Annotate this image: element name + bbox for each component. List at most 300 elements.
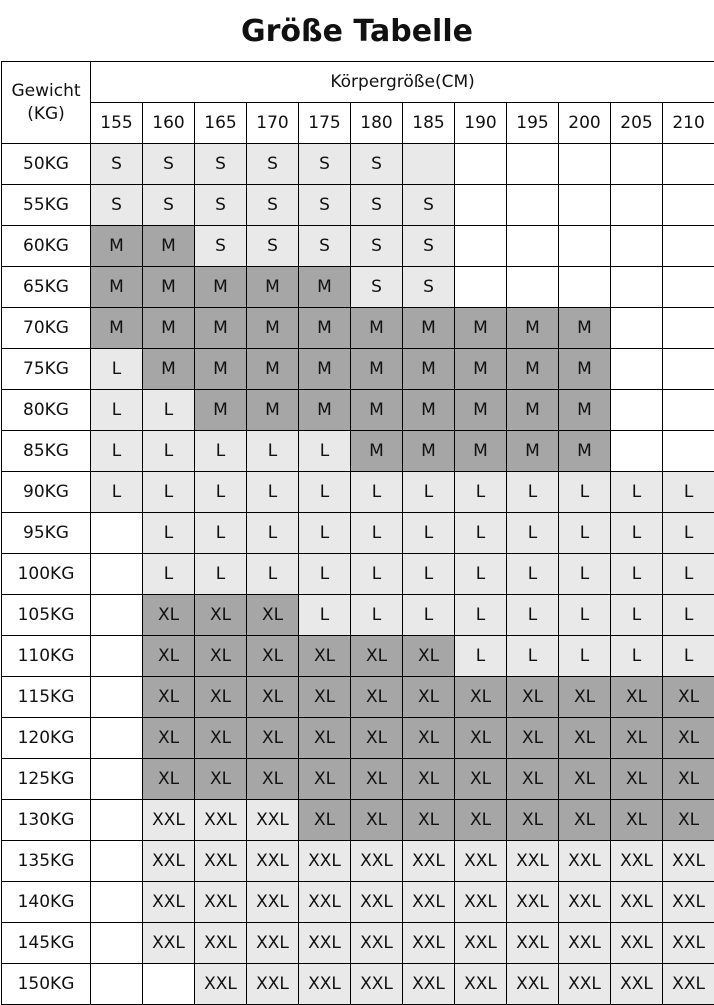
size-cell: L: [299, 554, 351, 595]
size-cell: XL: [455, 759, 507, 800]
size-cell: XL: [611, 759, 663, 800]
size-cell: L: [299, 472, 351, 513]
size-cell: XXL: [507, 964, 559, 1005]
height-header-cell: 200: [559, 103, 611, 144]
size-cell: L: [403, 472, 455, 513]
size-cell: L: [455, 636, 507, 677]
size-cell: XXL: [195, 800, 247, 841]
size-cell: XL: [195, 759, 247, 800]
size-cell: XXL: [247, 882, 299, 923]
size-cell: M: [299, 390, 351, 431]
size-cell: [403, 144, 455, 185]
size-cell: XXL: [611, 964, 663, 1005]
table-row: [2, 349, 714, 390]
size-cell: [507, 185, 559, 226]
size-cell: XXL: [247, 800, 299, 841]
size-cell: L: [663, 595, 714, 636]
size-cell: M: [507, 308, 559, 349]
size-cell: L: [559, 554, 611, 595]
size-cell: M: [247, 267, 299, 308]
size-cell: M: [455, 390, 507, 431]
table-row: [2, 923, 714, 964]
size-cell: [663, 185, 714, 226]
size-cell: L: [299, 431, 351, 472]
size-cell: L: [559, 472, 611, 513]
size-cell: XL: [143, 636, 195, 677]
size-cell: XXL: [455, 841, 507, 882]
size-cell: L: [507, 513, 559, 554]
size-cell: [663, 390, 714, 431]
size-cell: XXL: [559, 923, 611, 964]
size-cell: XL: [507, 759, 559, 800]
weight-cell: 65KG: [2, 267, 91, 308]
size-cell: XL: [299, 677, 351, 718]
table-row: [2, 390, 714, 431]
size-cell: S: [299, 144, 351, 185]
size-cell: L: [403, 554, 455, 595]
size-cell: L: [507, 472, 559, 513]
weight-cell: 120KG: [2, 718, 91, 759]
size-cell: L: [559, 595, 611, 636]
size-cell: L: [455, 595, 507, 636]
size-cell: L: [663, 513, 714, 554]
size-cell: XXL: [403, 923, 455, 964]
table-row: [2, 513, 714, 554]
table-row: [2, 554, 714, 595]
size-cell: M: [247, 349, 299, 390]
size-cell: [663, 144, 714, 185]
size-cell: S: [91, 185, 143, 226]
size-cell: XXL: [663, 882, 714, 923]
table-row: [2, 841, 714, 882]
weight-cell: 105KG: [2, 595, 91, 636]
size-cell: [663, 267, 714, 308]
height-values-row: [2, 103, 714, 144]
size-cell: XXL: [195, 964, 247, 1005]
size-cell: XL: [143, 595, 195, 636]
size-cell: L: [611, 554, 663, 595]
table-row: [2, 636, 714, 677]
size-cell: XXL: [299, 964, 351, 1005]
size-cell: M: [143, 226, 195, 267]
size-cell: S: [299, 185, 351, 226]
size-cell: XXL: [143, 923, 195, 964]
size-cell: L: [143, 390, 195, 431]
weight-cell: 145KG: [2, 923, 91, 964]
size-cell: XXL: [611, 882, 663, 923]
size-cell: XL: [247, 718, 299, 759]
weight-cell: 55KG: [2, 185, 91, 226]
size-cell: M: [195, 267, 247, 308]
size-cell: XXL: [507, 923, 559, 964]
table-row: [2, 759, 714, 800]
weight-cell: 80KG: [2, 390, 91, 431]
size-cell: XXL: [559, 841, 611, 882]
size-cell: L: [91, 472, 143, 513]
table-row: [2, 800, 714, 841]
table-row: [2, 226, 714, 267]
size-cell: XL: [299, 718, 351, 759]
size-cell: L: [351, 595, 403, 636]
size-cell: S: [351, 144, 403, 185]
size-cell: [663, 308, 714, 349]
size-cell: S: [247, 185, 299, 226]
size-cell: L: [143, 472, 195, 513]
size-cell: [91, 718, 143, 759]
size-cell: XL: [507, 677, 559, 718]
size-cell: M: [143, 349, 195, 390]
size-cell: L: [351, 554, 403, 595]
size-cell: [91, 759, 143, 800]
weight-cell: 110KG: [2, 636, 91, 677]
page-title: Größe Tabelle: [241, 14, 473, 49]
size-cell: XXL: [299, 841, 351, 882]
weight-cell: 125KG: [2, 759, 91, 800]
size-cell: XXL: [351, 841, 403, 882]
size-cell: L: [299, 595, 351, 636]
size-cell: L: [611, 636, 663, 677]
size-cell: M: [195, 308, 247, 349]
size-cell: XXL: [663, 841, 714, 882]
size-cell: XXL: [247, 923, 299, 964]
size-cell: XXL: [143, 882, 195, 923]
size-cell: XL: [143, 759, 195, 800]
weight-header: [2, 62, 91, 144]
size-table: [1, 61, 714, 1005]
weight-cell: 115KG: [2, 677, 91, 718]
size-cell: [559, 185, 611, 226]
size-cell: XL: [403, 718, 455, 759]
size-cell: L: [507, 554, 559, 595]
size-cell: XL: [299, 759, 351, 800]
size-cell: L: [247, 554, 299, 595]
size-cell: L: [91, 390, 143, 431]
weight-cell: 50KG: [2, 144, 91, 185]
size-cell: M: [299, 349, 351, 390]
height-header-cell: 190: [455, 103, 507, 144]
size-cell: M: [91, 308, 143, 349]
size-cell: XXL: [403, 964, 455, 1005]
size-cell: M: [559, 349, 611, 390]
weight-cell: 135KG: [2, 841, 91, 882]
size-cell: XL: [143, 677, 195, 718]
size-cell: M: [299, 267, 351, 308]
size-cell: [559, 226, 611, 267]
size-cell: L: [507, 595, 559, 636]
size-cell: M: [143, 308, 195, 349]
table-row: [2, 144, 714, 185]
size-cell: XXL: [663, 923, 714, 964]
size-cell: XL: [559, 718, 611, 759]
table-row: [2, 964, 714, 1005]
height-header: Körpergröße(CM): [91, 62, 714, 103]
weight-cell: 150KG: [2, 964, 91, 1005]
size-cell: S: [195, 185, 247, 226]
size-cell: XXL: [507, 841, 559, 882]
size-cell: XXL: [403, 841, 455, 882]
size-cell: M: [455, 349, 507, 390]
size-cell: XXL: [351, 882, 403, 923]
size-cell: [663, 431, 714, 472]
table-row: [2, 718, 714, 759]
size-cell: M: [559, 390, 611, 431]
table-row: [2, 677, 714, 718]
size-cell: XXL: [351, 923, 403, 964]
size-cell: [91, 841, 143, 882]
size-cell: M: [143, 267, 195, 308]
size-cell: XXL: [403, 882, 455, 923]
size-cell: XXL: [455, 964, 507, 1005]
size-cell: XXL: [143, 800, 195, 841]
table-row: [2, 431, 714, 472]
size-cell: S: [143, 185, 195, 226]
size-cell: XL: [247, 636, 299, 677]
size-cell: [455, 226, 507, 267]
size-cell: XL: [403, 759, 455, 800]
size-cell: XL: [351, 677, 403, 718]
weight-cell: 95KG: [2, 513, 91, 554]
size-cell: M: [507, 390, 559, 431]
weight-cell: 75KG: [2, 349, 91, 390]
size-cell: S: [351, 267, 403, 308]
size-cell: M: [403, 308, 455, 349]
size-cell: XL: [351, 718, 403, 759]
size-cell: M: [351, 390, 403, 431]
size-cell: L: [91, 349, 143, 390]
size-cell: L: [403, 595, 455, 636]
size-cell: S: [403, 226, 455, 267]
size-cell: L: [611, 595, 663, 636]
table-row: [2, 472, 714, 513]
size-cell: L: [611, 472, 663, 513]
size-cell: [143, 964, 195, 1005]
size-cell: M: [455, 431, 507, 472]
size-cell: M: [351, 431, 403, 472]
size-cell: XL: [351, 800, 403, 841]
size-cell: XL: [351, 759, 403, 800]
size-cell: L: [91, 431, 143, 472]
size-cell: L: [611, 513, 663, 554]
size-cell: L: [507, 636, 559, 677]
size-cell: S: [403, 267, 455, 308]
size-cell: L: [403, 513, 455, 554]
size-cell: XL: [507, 718, 559, 759]
size-cell: [455, 185, 507, 226]
size-cell: L: [247, 513, 299, 554]
size-cell: [91, 513, 143, 554]
size-cell: XL: [663, 677, 714, 718]
size-cell: XL: [247, 677, 299, 718]
size-cell: S: [91, 144, 143, 185]
size-cell: XL: [351, 636, 403, 677]
size-cell: XXL: [299, 882, 351, 923]
size-cell: XL: [195, 595, 247, 636]
size-cell: [559, 267, 611, 308]
size-cell: XXL: [559, 964, 611, 1005]
size-cell: L: [559, 636, 611, 677]
size-cell: XL: [403, 800, 455, 841]
size-cell: S: [351, 185, 403, 226]
size-cell: XL: [663, 718, 714, 759]
size-cell: M: [351, 308, 403, 349]
table-row: [2, 267, 714, 308]
size-cell: L: [663, 554, 714, 595]
size-cell: XL: [611, 677, 663, 718]
size-cell: L: [455, 513, 507, 554]
weight-cell: 85KG: [2, 431, 91, 472]
size-cell: XXL: [195, 882, 247, 923]
size-cell: [91, 800, 143, 841]
weight-cell: 130KG: [2, 800, 91, 841]
size-cell: L: [195, 472, 247, 513]
size-cell: [611, 226, 663, 267]
size-cell: L: [559, 513, 611, 554]
size-cell: [611, 349, 663, 390]
size-cell: M: [455, 308, 507, 349]
size-cell: [455, 144, 507, 185]
size-cell: XXL: [299, 923, 351, 964]
weight-cell: 140KG: [2, 882, 91, 923]
size-cell: M: [247, 308, 299, 349]
size-cell: [91, 964, 143, 1005]
size-cell: S: [143, 144, 195, 185]
height-header-cell: 155: [91, 103, 143, 144]
size-cell: [91, 923, 143, 964]
size-cell: [611, 267, 663, 308]
size-cell: S: [195, 144, 247, 185]
size-cell: XL: [299, 800, 351, 841]
size-cell: [91, 677, 143, 718]
size-cell: XXL: [195, 923, 247, 964]
size-cell: XL: [663, 759, 714, 800]
size-cell: [611, 185, 663, 226]
size-cell: XXL: [611, 923, 663, 964]
size-cell: [91, 554, 143, 595]
table-row: [2, 595, 714, 636]
size-cell: M: [403, 390, 455, 431]
size-cell: M: [403, 349, 455, 390]
weight-cell: 90KG: [2, 472, 91, 513]
size-cell: M: [247, 390, 299, 431]
size-cell: XXL: [247, 841, 299, 882]
height-header-cell: 160: [143, 103, 195, 144]
height-header-cell: 205: [611, 103, 663, 144]
table-row: [2, 882, 714, 923]
size-cell: M: [91, 267, 143, 308]
size-cell: XXL: [195, 841, 247, 882]
height-header-cell: 175: [299, 103, 351, 144]
size-cell: M: [559, 308, 611, 349]
size-cell: M: [299, 308, 351, 349]
size-cell: M: [195, 390, 247, 431]
height-header-cell: 170: [247, 103, 299, 144]
size-cell: [611, 390, 663, 431]
size-cell: M: [91, 226, 143, 267]
height-header-cell: 210: [663, 103, 714, 144]
size-cell: S: [247, 226, 299, 267]
size-cell: [611, 431, 663, 472]
size-cell: [559, 144, 611, 185]
size-cell: M: [351, 349, 403, 390]
size-cell: XL: [559, 677, 611, 718]
size-cell: XL: [455, 718, 507, 759]
size-cell: S: [299, 226, 351, 267]
size-table-body: [2, 144, 714, 1005]
size-cell: S: [403, 185, 455, 226]
table-row: [2, 185, 714, 226]
size-cell: XL: [247, 595, 299, 636]
size-cell: M: [507, 431, 559, 472]
size-cell: XL: [247, 759, 299, 800]
weight-cell: 100KG: [2, 554, 91, 595]
size-cell: XXL: [455, 923, 507, 964]
size-cell: XL: [299, 636, 351, 677]
height-header-cell: 195: [507, 103, 559, 144]
size-cell: XL: [195, 636, 247, 677]
size-cell: [611, 308, 663, 349]
size-cell: XL: [195, 718, 247, 759]
size-cell: XL: [611, 800, 663, 841]
size-cell: M: [403, 431, 455, 472]
size-cell: [91, 595, 143, 636]
size-cell: XL: [403, 636, 455, 677]
size-cell: L: [247, 431, 299, 472]
size-cell: M: [507, 349, 559, 390]
size-cell: L: [351, 472, 403, 513]
size-cell: [611, 144, 663, 185]
size-cell: XL: [143, 718, 195, 759]
size-cell: L: [247, 472, 299, 513]
height-header-cell: 185: [403, 103, 455, 144]
size-cell: XL: [455, 677, 507, 718]
size-cell: L: [143, 431, 195, 472]
size-cell: XXL: [611, 841, 663, 882]
size-cell: M: [559, 431, 611, 472]
size-cell: L: [299, 513, 351, 554]
size-cell: [455, 267, 507, 308]
size-cell: XXL: [663, 964, 714, 1005]
size-cell: L: [455, 472, 507, 513]
size-cell: [91, 882, 143, 923]
size-cell: L: [663, 472, 714, 513]
size-cell: L: [351, 513, 403, 554]
size-cell: XL: [455, 800, 507, 841]
height-header-cell: 180: [351, 103, 403, 144]
size-cell: [507, 226, 559, 267]
weight-header-label: Gewicht (KG): [11, 80, 81, 124]
size-cell: [663, 349, 714, 390]
table-row: [2, 308, 714, 349]
size-cell: S: [247, 144, 299, 185]
size-cell: [507, 144, 559, 185]
size-cell: L: [455, 554, 507, 595]
size-cell: XL: [559, 800, 611, 841]
size-cell: XL: [403, 677, 455, 718]
size-cell: L: [143, 513, 195, 554]
size-cell: S: [351, 226, 403, 267]
size-cell: M: [195, 349, 247, 390]
size-cell: XL: [195, 677, 247, 718]
size-cell: [663, 226, 714, 267]
size-cell: [507, 267, 559, 308]
height-header-cell: 165: [195, 103, 247, 144]
size-cell: XXL: [559, 882, 611, 923]
size-cell: XL: [663, 800, 714, 841]
weight-cell: 60KG: [2, 226, 91, 267]
size-cell: L: [195, 554, 247, 595]
size-cell: XXL: [351, 964, 403, 1005]
size-cell: XXL: [247, 964, 299, 1005]
